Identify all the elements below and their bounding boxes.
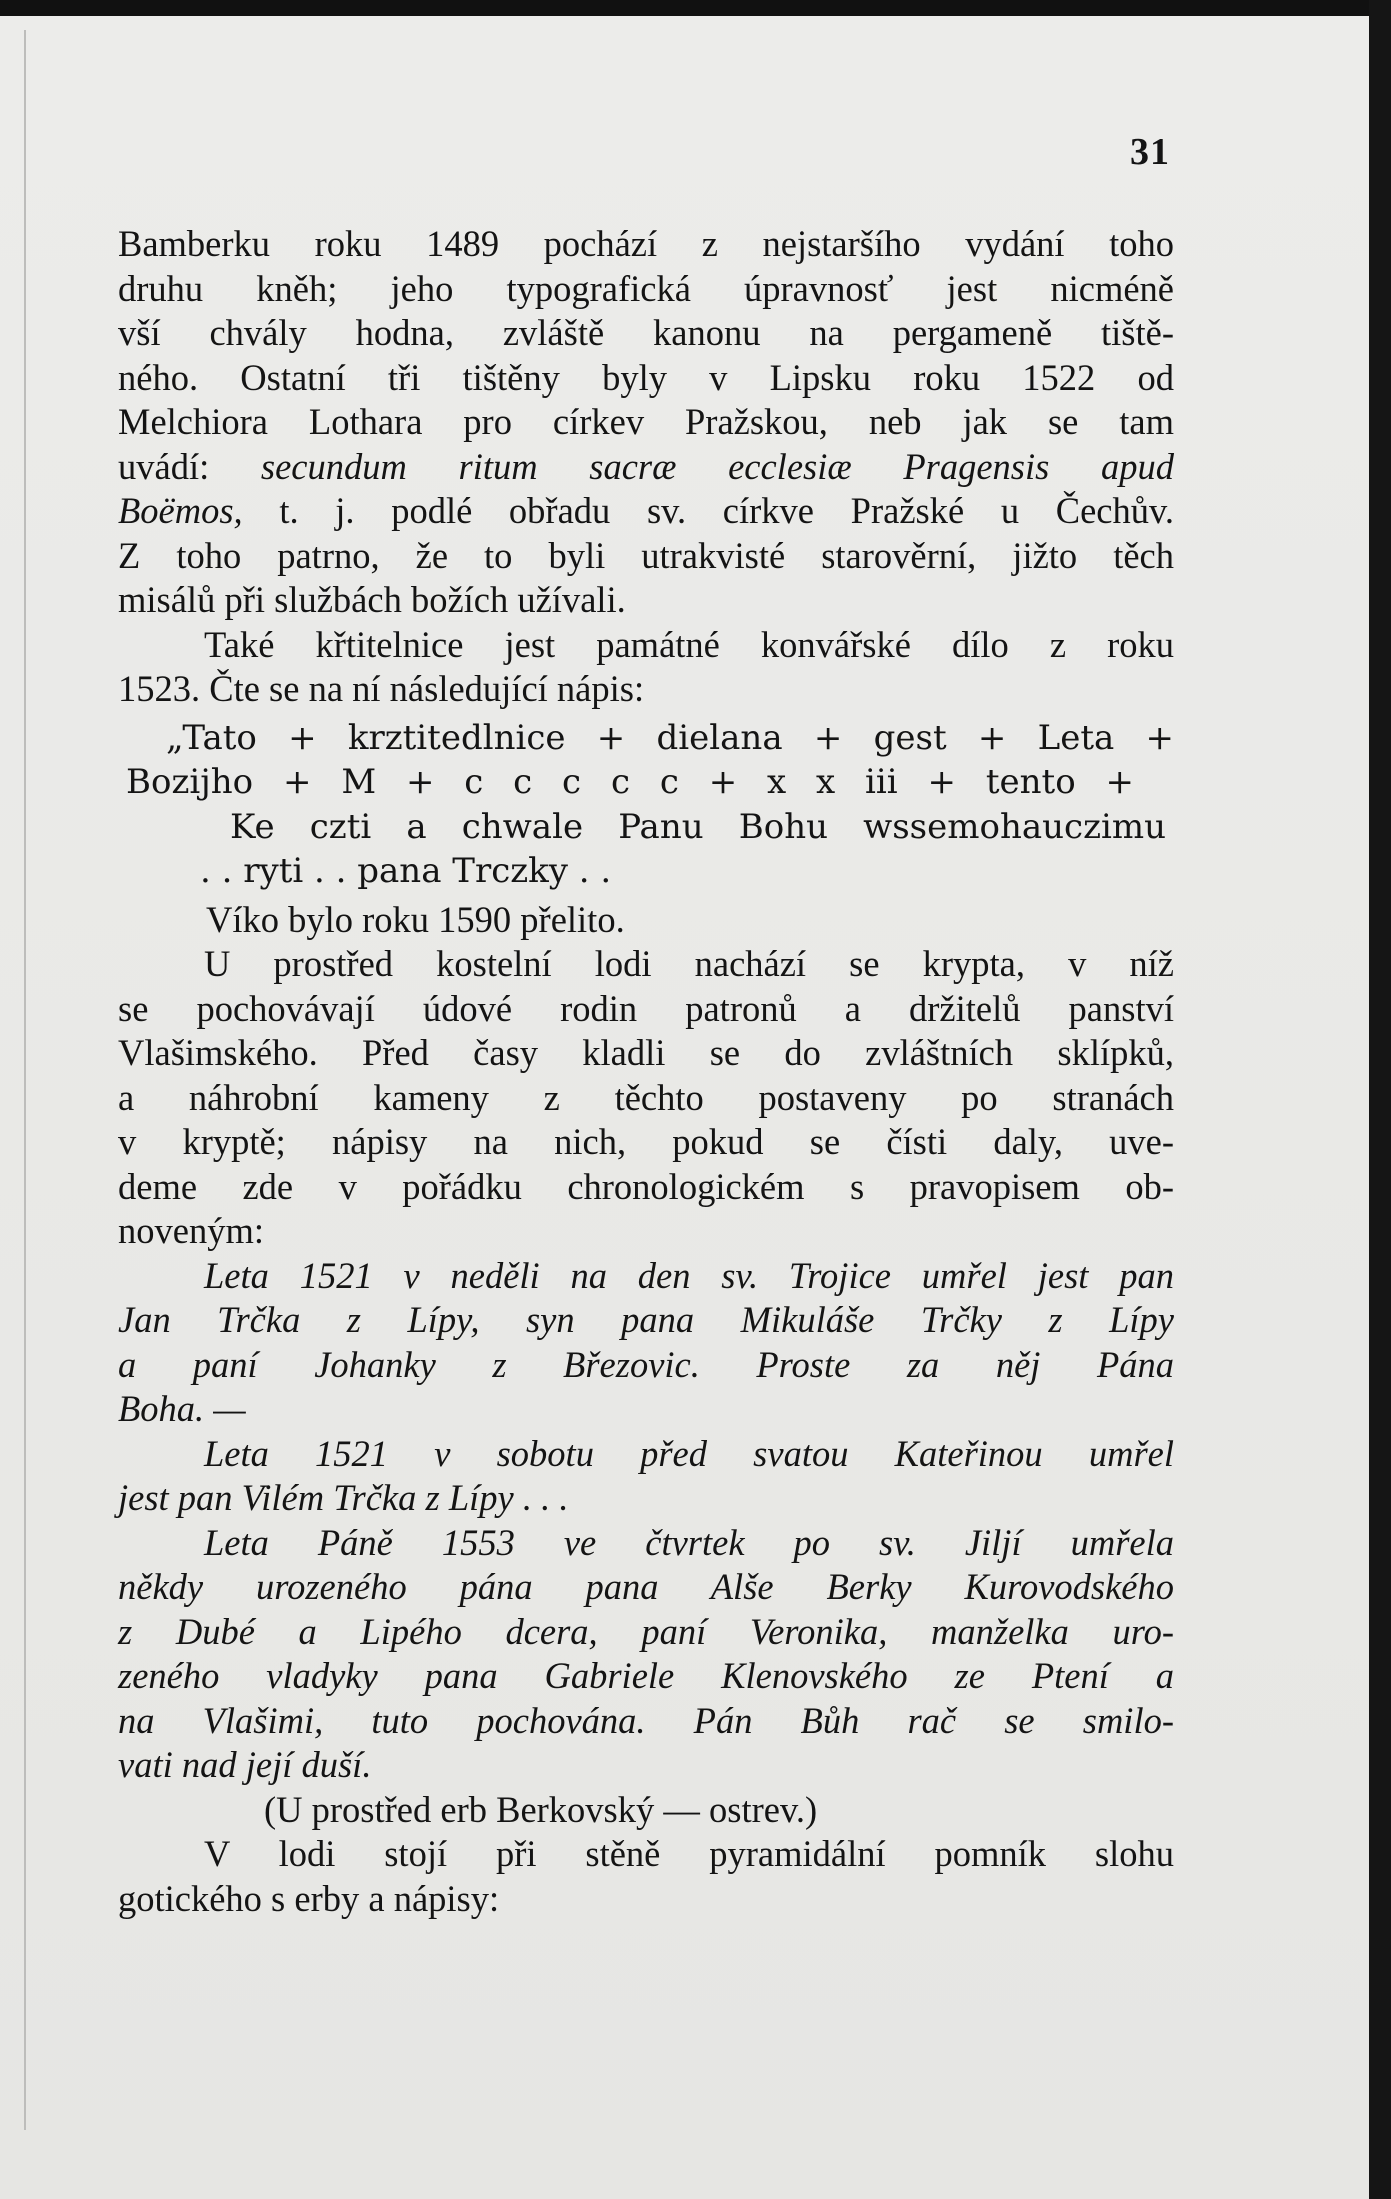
inscription-line: Ke czti a chwale Panu Bohu wssemohauczimu [230, 806, 1166, 847]
text-span: t. j. podlé obřadu sv. církve Pražské u Čechův. [242, 490, 1174, 531]
text-line: Víko bylo roku 1590 přelito. [206, 898, 625, 940]
epitaph-line: a paní Johanky z Březovic. Proste za něj Pána [118, 1343, 1174, 1385]
epitaph-line: někdy urozeného pána pana Alše Berky Kurovodského [118, 1566, 1174, 1607]
inscription-line: . . ryti . . pana Trczky . . [200, 851, 612, 891]
text-line [118, 445, 1174, 490]
scan-right-border [1369, 0, 1391, 2199]
text-line: Bamberku roku 1489 pochází z nejstaršího vydání toho [118, 223, 1174, 264]
inscription-line: „Tato + krztitedlnice + dielana + gest + Leta + [166, 717, 1174, 758]
text-line: vší chvály hodna, zvláště kanonu na pergameně tiště- [118, 312, 1174, 353]
latin-quote: secundum ritum sacræ ecclesiæ Pragensis apud [260, 445, 1175, 487]
text-line: a náhrobní kameny z těchto postaveny po stranách [118, 1076, 1174, 1118]
text-line: noveným: [118, 1210, 264, 1251]
text-line [118, 489, 1174, 534]
text-line: misálů při službách božích užívali. [118, 579, 626, 620]
text-line: v kryptě; nápisy na nich, pokud se čísti daly, uve- [118, 1121, 1174, 1162]
text-line: se pochovávají údové rodin patronů a držitelů panství [118, 987, 1174, 1029]
epitaph-line: Leta Páně 1553 ve čtvrtek po sv. Jiljí umřela [204, 1521, 1174, 1563]
scan-top-border [0, 0, 1391, 16]
inscription-line: Bozijho + M + c c c c c + x x iii + tento + [126, 762, 1134, 802]
epitaph-line: Leta 1521 v sobotu před svatou Kateřinou umřel [204, 1432, 1174, 1474]
epitaph-line: Jan Trčka z Lípy, syn pana Mikuláše Trčky z Lípy [118, 1299, 1174, 1340]
epitaph-line: Boha. — [118, 1388, 246, 1429]
latin-quote: Boëmos, [118, 490, 243, 531]
epitaph-line: na Vlašimi, tuto pochována. Pán Bůh rač se smilo- [118, 1699, 1174, 1741]
epitaph-line: jest pan Vilém Trčka z Lípy . . . [118, 1477, 569, 1518]
text-line: V lodi stojí při stěně pyramidální pomník slohu [204, 1833, 1174, 1874]
text-line: 1523. Čte se na ní následující nápis: [118, 668, 645, 709]
text-line: (U prostřed erb Berkovský — ostrev.) [264, 1788, 818, 1830]
text-line: U prostřed kostelní lodi nachází se krypta, v níž [204, 943, 1174, 984]
page-left-edge [24, 30, 26, 2130]
text-line: Vlašimského. Před časy kladli se do zvláštních sklípků, [118, 1032, 1174, 1073]
text-line: gotického s erby a nápisy: [118, 1877, 500, 1919]
body-text [118, 222, 1174, 1921]
text-line: druhu kněh; jeho typografická úpravnosť jest nicméně [118, 267, 1174, 309]
epitaph-line: z Dubé a Lipého dcera, paní Veronika, manželka uro- [118, 1610, 1174, 1652]
text-line: ného. Ostatní tři tištěny byly v Lipsku roku 1522 od [118, 356, 1174, 398]
text-line: Melchiora Lothara pro církev Pražskou, neb jak se tam [118, 401, 1174, 442]
text-line: Také křtitelnice jest památné konvářské dílo z roku [204, 623, 1174, 665]
text-line: Z toho patrno, že to byli utrakvisté starověrní, jižto těch [118, 534, 1174, 576]
epitaph-line: vati nad její duší. [118, 1744, 372, 1785]
text-line: deme zde v pořádku chronologickém s pravopisem ob- [118, 1165, 1174, 1207]
page-number: 31 [1130, 131, 1170, 173]
epitaph-line: Leta 1521 v neděli na den sv. Trojice umřel jest pan [204, 1254, 1174, 1296]
epitaph-line: zeného vladyky pana Gabriele Klenovského ze Ptení a [118, 1655, 1174, 1696]
text-span: uvádí: [118, 445, 261, 487]
